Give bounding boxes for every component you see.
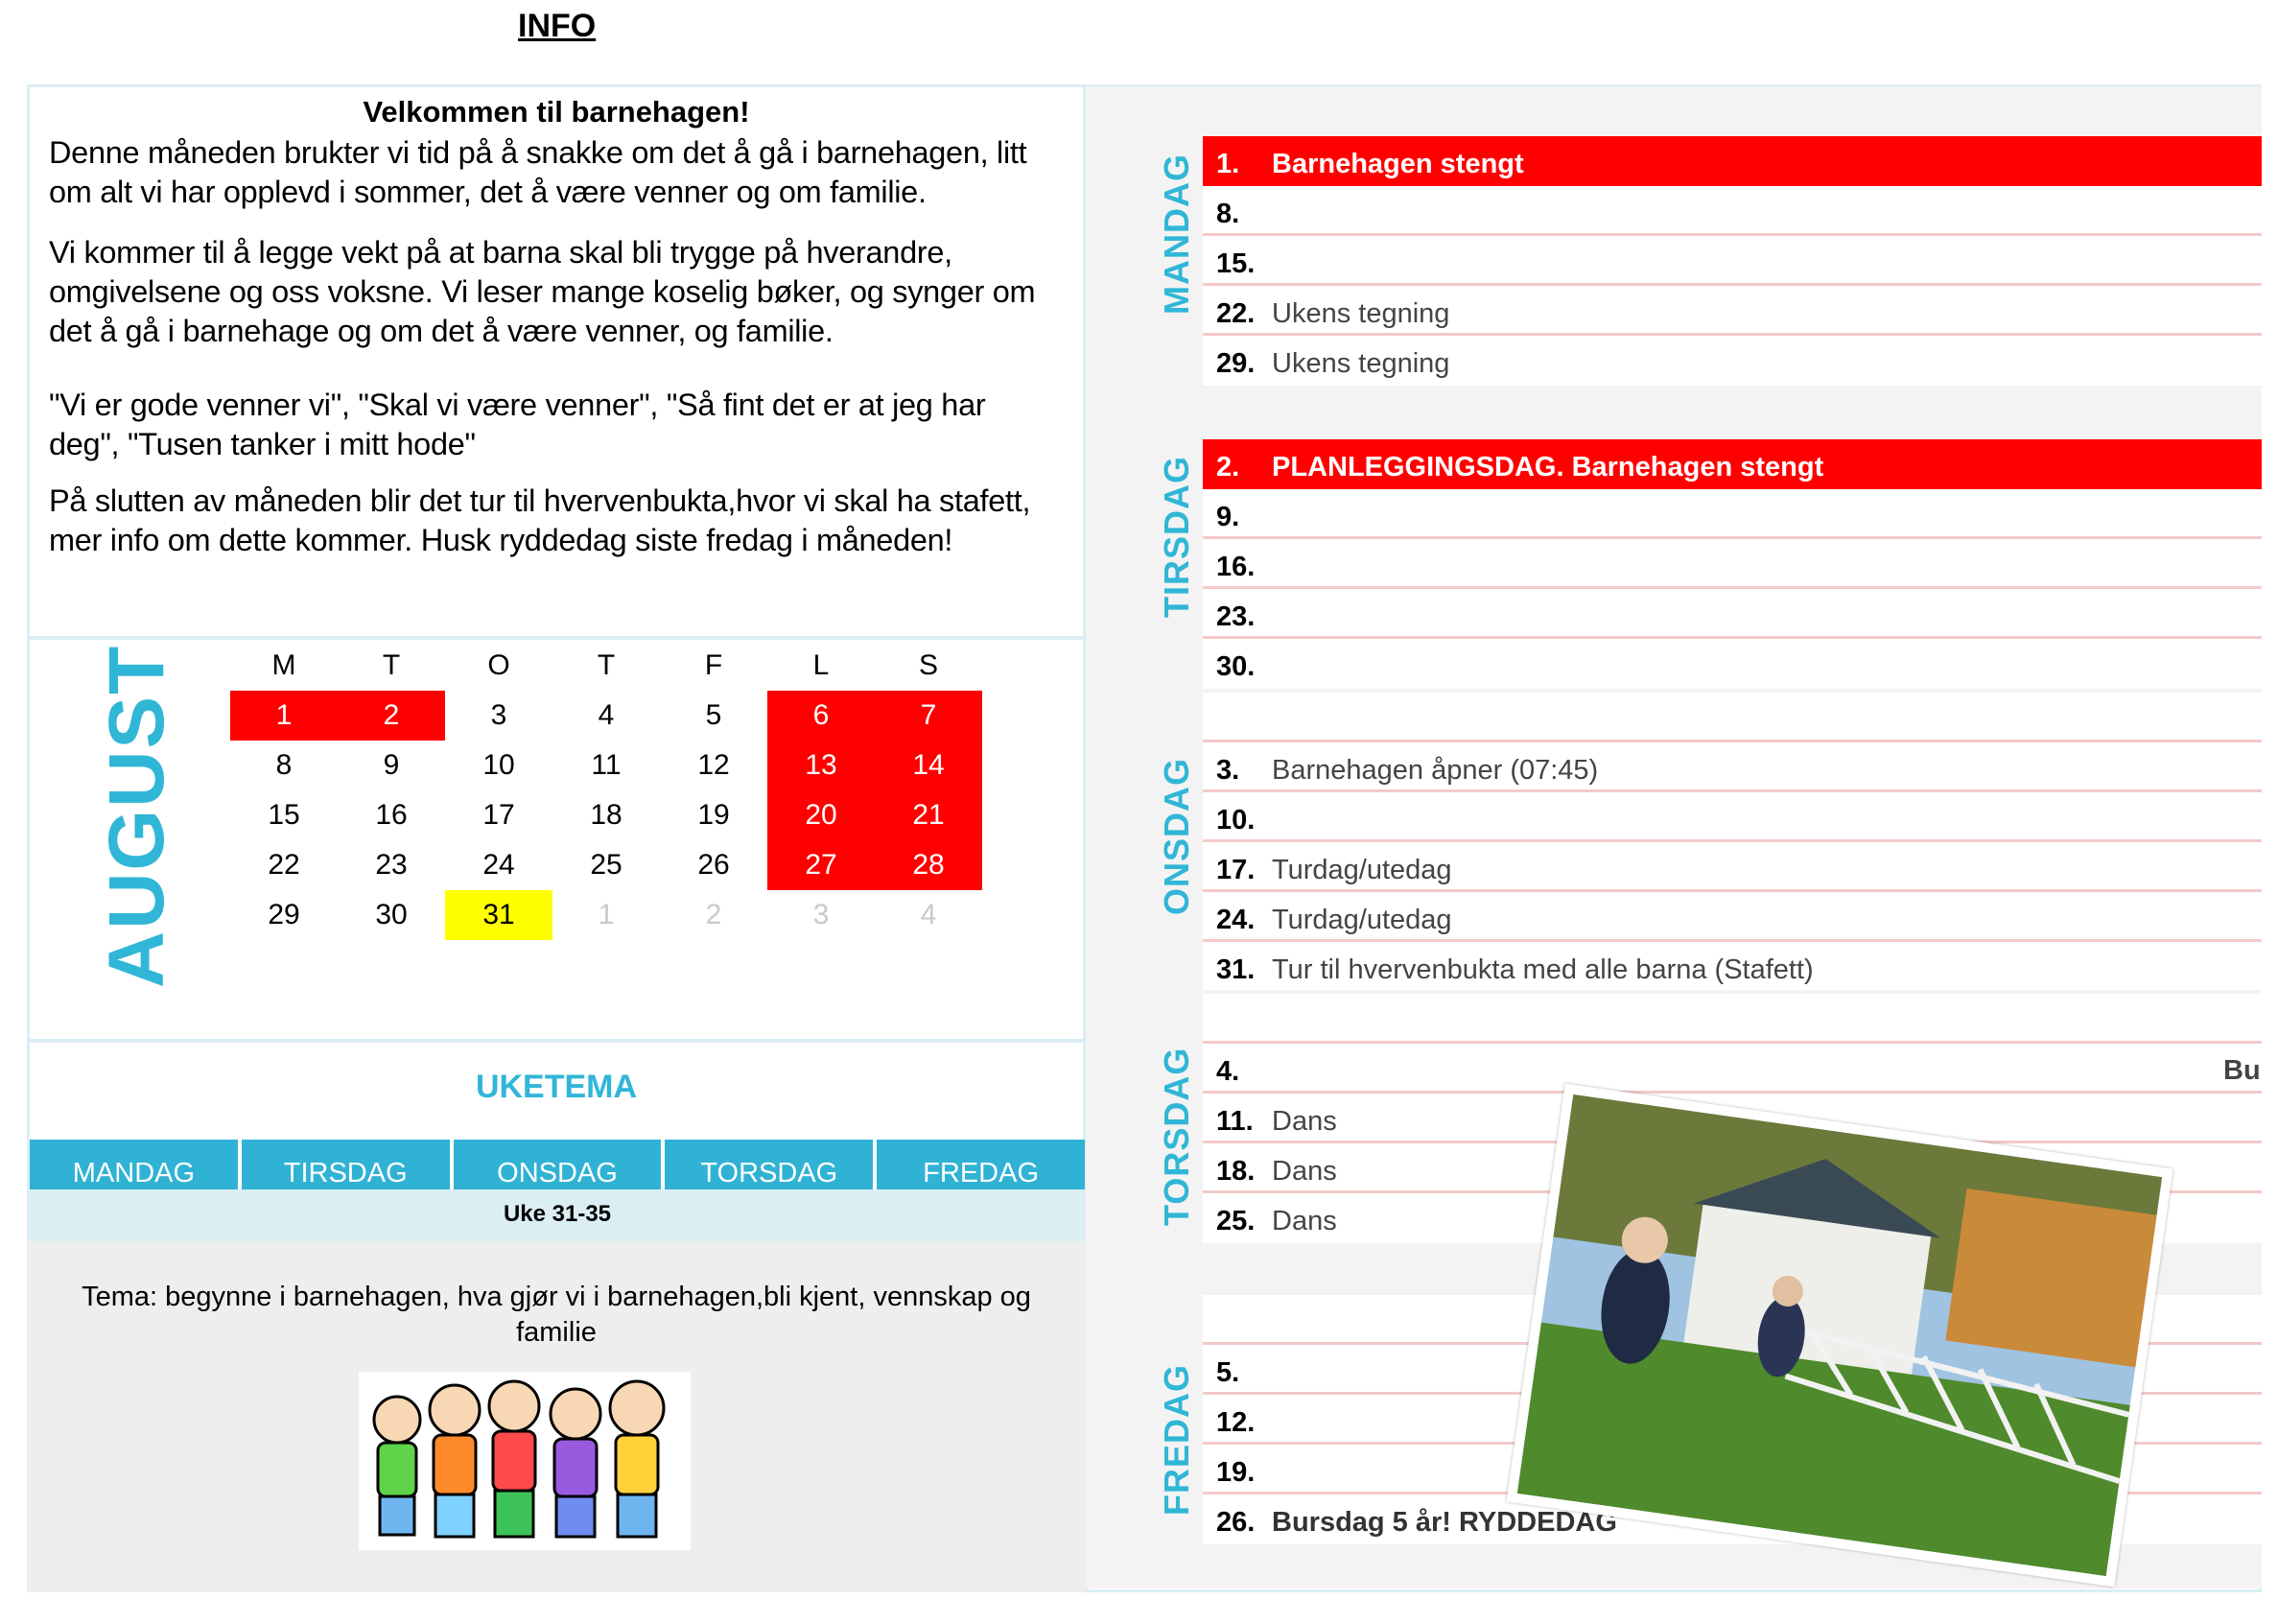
label-tirsdag: TIRSDAG: [1157, 456, 1196, 618]
calendar-day: 11: [591, 749, 622, 781]
row-date: 3.: [1216, 755, 1240, 786]
calendar-day: 3: [490, 699, 507, 731]
schedule-row: [1203, 336, 2262, 386]
calendar-day: 17: [482, 799, 515, 831]
row-text: Turdag/utedag: [1272, 905, 1452, 935]
uketema-day-tirsdag: TIRSDAG: [242, 1140, 454, 1189]
weekday-mon: M: [271, 649, 296, 681]
calendar-day: 2: [338, 691, 445, 741]
calendar-day: 14: [875, 741, 982, 790]
calendar-day: 22: [268, 849, 300, 881]
row-date: 30.: [1216, 651, 1256, 682]
schedule-row: [1203, 236, 2262, 286]
row-text: Barnehagen åpner (07:45): [1272, 755, 1599, 786]
weekday-wed: O: [487, 649, 510, 681]
row-date: 23.: [1216, 601, 1256, 632]
calendar-day: 5: [705, 699, 722, 731]
calendar-day: 12: [697, 749, 730, 781]
row-date: 9.: [1216, 502, 1240, 532]
row-date: 18.: [1216, 1156, 1256, 1187]
calendar-day: 28: [875, 840, 982, 890]
row-date: 10.: [1216, 805, 1256, 836]
calendar-day: 4: [920, 899, 937, 930]
row-date: 29.: [1216, 348, 1256, 379]
weekday-tue: T: [382, 649, 401, 681]
schedule-row: [1203, 489, 2262, 539]
calendar-weekday-header: [230, 641, 982, 691]
row-date: 4.: [1216, 1056, 1240, 1087]
info-paragraph-3: "Vi er gode venner vi", "Skal vi være venner", "Så fint det er at jeg har deg", "Tusen tanker i mitt hode": [49, 388, 986, 461]
uketema-weeks: Uke 31-35: [30, 1189, 1085, 1239]
uketema-day-mandag: MANDAG: [30, 1140, 242, 1189]
calendar-week-row: [230, 691, 982, 741]
schedule-row: [1203, 1044, 2262, 1094]
row-date: 8.: [1216, 199, 1240, 229]
row-date: 22.: [1216, 298, 1256, 329]
row-text: Ukens tegning: [1272, 298, 1450, 329]
calendar-week-row: [230, 840, 982, 890]
calendar-day: 9: [383, 749, 400, 781]
calendar-day: 15: [268, 799, 300, 831]
schedule-row: [1203, 742, 2262, 792]
row-text: Turdag/utedag: [1272, 855, 1452, 885]
uketema-days-bar: [30, 1140, 1085, 1189]
calendar-day: 23: [375, 849, 408, 881]
weekday-thu: T: [597, 649, 616, 681]
row-text: PLANLEGGINGSDAG. Barnehagen stengt: [1272, 452, 1824, 482]
row-date: 26.: [1216, 1507, 1256, 1538]
calendar-day: 6: [767, 691, 875, 741]
schedule-row: [1203, 136, 2262, 186]
page-title: INFO: [518, 8, 597, 44]
calendar-day: 24: [482, 849, 515, 881]
calendar-day: 30: [375, 899, 408, 930]
info-heading: Velkommen til barnehagen!: [363, 95, 750, 129]
calendar-day: 1: [230, 691, 338, 741]
schedule-row: [1203, 286, 2262, 336]
calendar-day: 31: [445, 890, 552, 940]
schedule-row: [1203, 842, 2262, 892]
calendar-day: 25: [590, 849, 622, 881]
row-date: 17.: [1216, 855, 1256, 885]
info-paragraph-2: Vi kommer til å legge vekt på at barna skal bli trygge på hverandre, omgivelsene og oss voksne. Vi leser mange koselig bøker, og synger om det å gå i barnehage og om det å være venner, og familie.: [49, 235, 1036, 348]
schedule-row: [1203, 942, 2262, 992]
schedule-row: [1203, 539, 2262, 589]
row-date: 31.: [1216, 954, 1256, 985]
label-onsdag: ONSDAG: [1157, 757, 1196, 915]
calendar-grid: [230, 641, 982, 940]
uketema-text: Tema: begynne i barnehagen, hva gjør vi i barnehagen,bli kjent, vennskap og familie: [82, 1282, 1031, 1348]
kindergarten-photo: [1506, 1084, 2172, 1588]
truncated-text: Bu: [2223, 1055, 2261, 1086]
calendar-day: 10: [482, 749, 515, 781]
info-paragraph-1: Denne måneden brukter vi tid på å snakke om det å gå i barnehagen, litt om alt vi har opplevd i sommer, det å være venner og om familie.: [49, 135, 1027, 209]
row-text: Ukens tegning: [1272, 348, 1450, 379]
uketema-title: UKETEMA: [475, 1069, 638, 1105]
row-text: Dans: [1272, 1106, 1337, 1137]
schedule-row: [1203, 693, 2262, 742]
uketema-day-torsdag: TORSDAG: [665, 1140, 877, 1189]
info-paragraph-4: På slutten av måneden blir det tur til hvervenbukta,hvor vi skal ha stafett, mer info om dette kommer. Husk ryddedag siste fredag i måneden!: [49, 483, 1031, 557]
schedule-row: [1203, 186, 2262, 236]
row-date: 1.: [1216, 149, 1240, 179]
calendar-day: 16: [375, 799, 408, 831]
schedule-row: [1203, 639, 2262, 689]
calendar-week-row: [230, 790, 982, 840]
schedule-row: [1203, 994, 2262, 1044]
label-mandag: MANDAG: [1157, 153, 1196, 315]
calendar-day: 3: [812, 899, 830, 930]
calendar-day: 2: [705, 899, 722, 930]
calendar-day: 18: [590, 799, 622, 831]
schedule-row: [1203, 589, 2262, 639]
row-date: 16.: [1216, 552, 1256, 582]
row-date: 24.: [1216, 905, 1256, 935]
schedule-row: [1203, 792, 2262, 842]
weekday-fri: F: [704, 649, 723, 681]
calendar-day: 8: [275, 749, 293, 781]
info-panel: [27, 84, 1086, 639]
calendar-day: 21: [875, 790, 982, 840]
calendar-week-row: [230, 741, 982, 790]
calendar-day: 4: [598, 699, 615, 731]
row-date: 12.: [1216, 1407, 1256, 1438]
uketema-day-fredag: FREDAG: [877, 1140, 1085, 1189]
row-date: 2.: [1216, 452, 1240, 482]
schedule-row: [1203, 439, 2262, 489]
weekday-sat: L: [812, 649, 830, 681]
calendar-day: 26: [697, 849, 730, 881]
calendar-week-row: [230, 890, 982, 940]
calendar-day: 29: [268, 899, 300, 930]
row-date: 15.: [1216, 248, 1256, 279]
row-date: 19.: [1216, 1457, 1256, 1488]
label-fredag: FREDAG: [1157, 1364, 1196, 1516]
row-text: Dans: [1272, 1156, 1337, 1187]
calendar-day: 7: [875, 691, 982, 741]
row-text: Dans: [1272, 1206, 1337, 1236]
calendar-day: 20: [767, 790, 875, 840]
uketema-day-onsdag: ONSDAG: [454, 1140, 666, 1189]
calendar-day: 19: [697, 799, 730, 831]
weekday-sun: S: [918, 649, 938, 681]
row-text: Tur til hvervenbukta med alle barna (Stafett): [1272, 954, 1814, 985]
schedule-row: [1203, 892, 2262, 942]
calendar-month: AUGUST: [93, 644, 180, 988]
label-torsdag: TORSDAG: [1157, 1047, 1196, 1226]
row-date: 25.: [1216, 1206, 1256, 1236]
row-text: Barnehagen stengt: [1272, 149, 1524, 179]
row-date: 5.: [1216, 1357, 1240, 1388]
calendar-day: 13: [767, 741, 875, 790]
calendar-day: 1: [598, 899, 615, 930]
row-text: Bursdag 5 år! RYDDEDAG: [1272, 1507, 1617, 1538]
row-date: 11.: [1216, 1106, 1254, 1137]
calendar-day: 27: [767, 840, 875, 890]
kids-illustration: [359, 1372, 691, 1550]
